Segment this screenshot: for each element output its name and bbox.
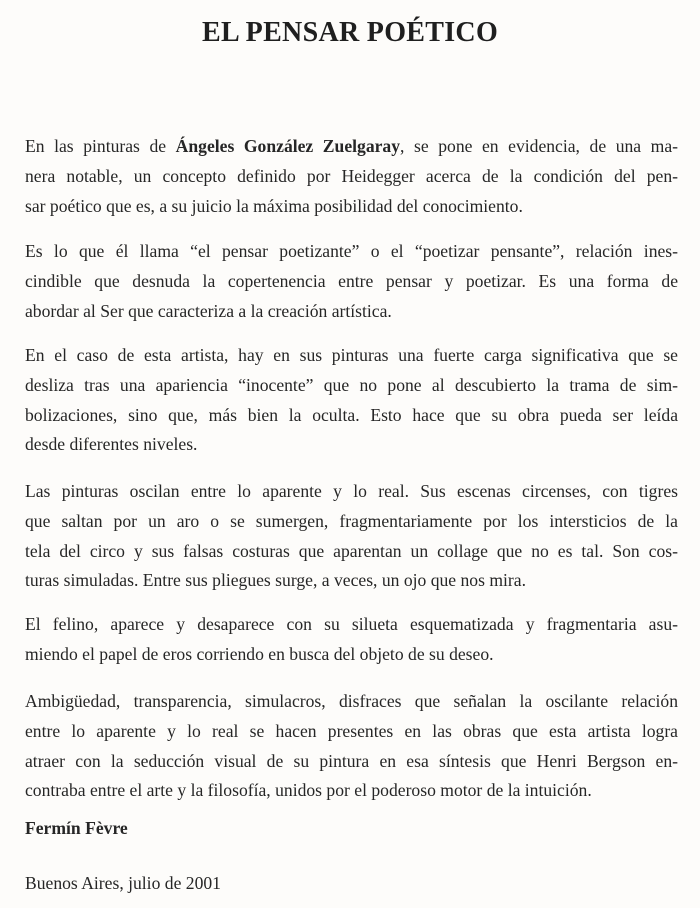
paragraph-3 (25, 341, 678, 460)
paragraph-4 (25, 477, 678, 596)
paragraph-line: atraer con la seducción visual de su pintura en esa síntesis que Henri Bergson en- (25, 750, 678, 771)
paragraph-line: El felino, aparece y desaparece con su silueta esquematizada y fragmentaria asu- (25, 614, 678, 634)
paragraph-line: Ambigüedad, transparencia, simulacros, disfraces que señalan la oscilante relación (25, 691, 678, 711)
paragraph-line (25, 132, 678, 162)
paragraph-line: En el caso de esta artista, hay en sus pinturas una fuerte carga significativa que se (25, 345, 678, 365)
paragraph-line: entre lo aparente y lo real se hacen presentes en las obras que esta artista logra (25, 720, 678, 741)
page-title: EL PENSAR POÉTICO (201, 17, 499, 48)
line-text: En las pinturas de (25, 136, 176, 156)
paragraph-line: miendo el papel de eros corriendo en busca del objeto de su deseo. (25, 643, 494, 664)
paragraph-line: desde diferentes niveles. (25, 434, 198, 455)
paragraph-line: nera notable, un concepto definido por Heidegger acerca de la condición del pen- (25, 165, 678, 186)
paragraph-line: cindible que desnuda la copertenencia entre pensar y poetizar. Es una forma de (25, 270, 678, 291)
paragraph-line: Es lo que él llama “el pensar poetizante” o el “poetizar pensante”, relación ines- (25, 241, 678, 261)
artist-name: Ángeles González Zuelgaray (175, 136, 401, 156)
place-date: Buenos Aires, julio de 2001 (25, 873, 221, 893)
paragraph-line: tela del circo y sus falsas costuras que aparentan un collage que no es tal. Son cos- (25, 540, 678, 561)
paragraph-line: contraba entre el arte y la filosofía, unidos por el poderoso motor de la intuición. (25, 780, 592, 801)
paragraph-line: turas simuladas. Entre sus pliegues surge, a veces, un ojo que nos mira. (25, 570, 526, 591)
author-signature: Fermín Fèvre (25, 818, 128, 838)
paragraph-5 (25, 610, 678, 670)
paragraph-line: que saltan por un aro o se sumergen, fragmentariamente por los intersticios de la (25, 510, 678, 531)
paragraph-line: desliza tras una apariencia “inocente” que no pone al descubierto la trama de sim- (25, 374, 678, 395)
line-text: , se pone en evidencia, de una ma- (400, 136, 679, 156)
paragraph-2 (25, 237, 678, 326)
paragraph-1 (25, 132, 678, 221)
paragraph-6 (25, 687, 678, 806)
paragraph-line: sar poético que es, a su juicio la máxima posibilidad del conocimiento. (25, 195, 523, 216)
paragraph-line: bolizaciones, sino que, más bien la oculta. Esto hace que su obra pueda ser leída (25, 404, 678, 425)
paragraph-line: abordar al Ser que caracteriza a la creación artística. (25, 300, 392, 321)
paragraph-line: Las pinturas oscilan entre lo aparente y lo real. Sus escenas circenses, con tigres (25, 481, 678, 501)
